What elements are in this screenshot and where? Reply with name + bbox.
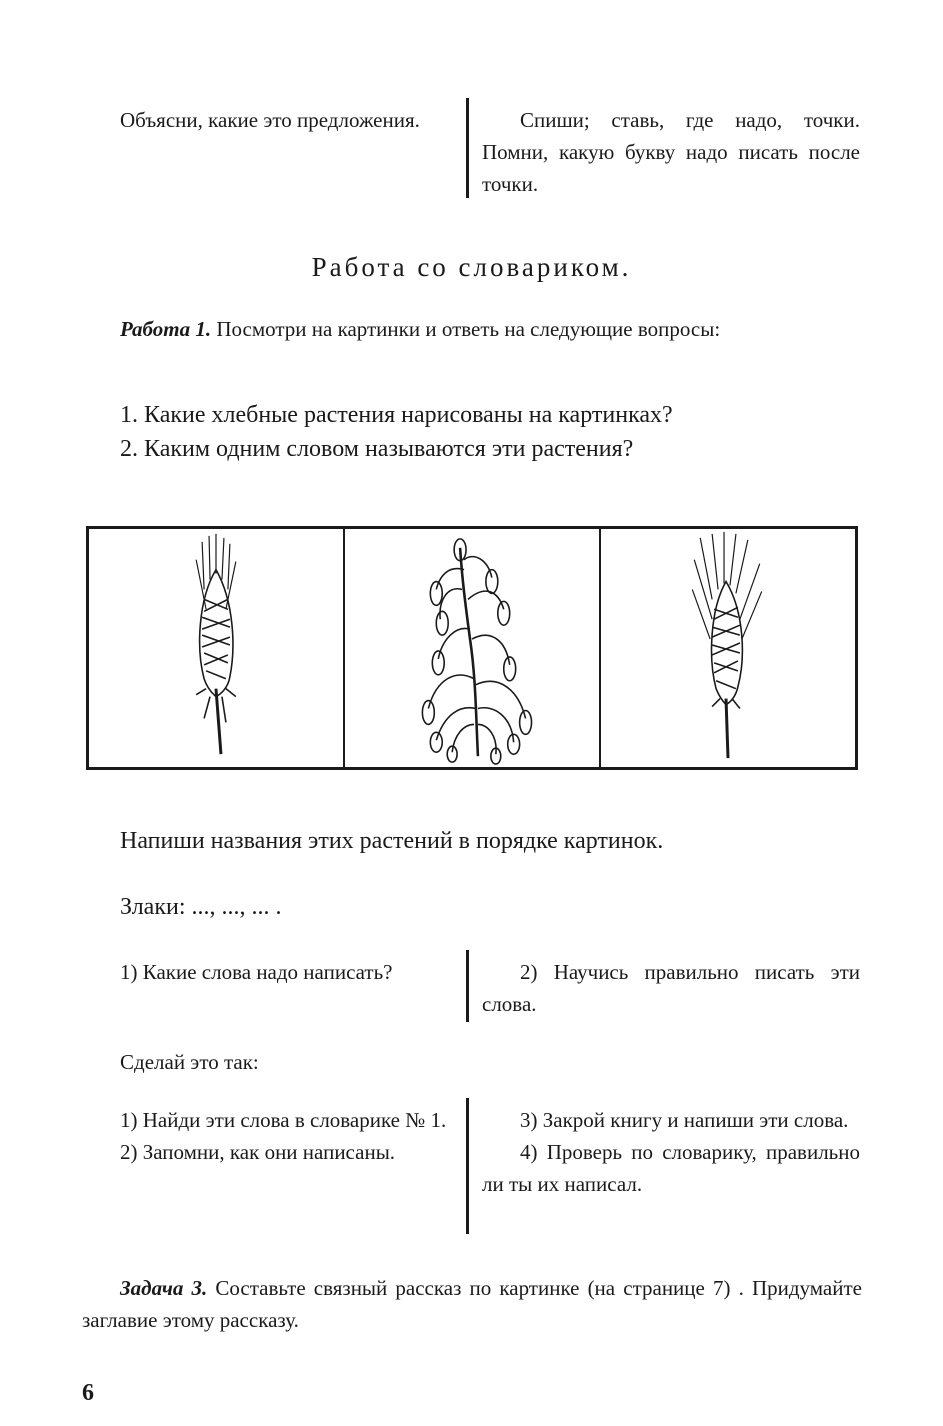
- block2-right-text: 2) Научись правильно писать эти слова.: [482, 960, 860, 1016]
- block2: [82, 956, 862, 1022]
- do-it-text: Сделай это так:: [120, 1050, 259, 1074]
- instruction-text: Напиши названия этих растений в порядке картинок.: [120, 828, 664, 854]
- top-right-column: [482, 104, 860, 200]
- block3-right-item-2: 4) Проверь по словарику, правильно ли ты их написал.: [482, 1140, 860, 1196]
- column-divider: [466, 98, 469, 198]
- picture-cell-1: [89, 529, 345, 767]
- block3-left-item-2: 2) Запомни, как они написаны.: [120, 1140, 396, 1164]
- task3-label: Задача 3.: [120, 1276, 208, 1300]
- block3: [82, 1104, 862, 1234]
- top-left-column: [82, 104, 457, 136]
- plant-pictures-table: [86, 526, 858, 770]
- task3-text: Составьте связный рассказ по картинке (на странице 7) . Придумайте заглавие этому рассказу.: [82, 1276, 862, 1332]
- cereals-line: Злаки: ..., ..., ... .: [120, 894, 282, 920]
- question-2: 2. Каким одним словом называются эти растения?: [120, 436, 634, 462]
- block2-left-text: 1) Какие слова надо написать?: [120, 960, 393, 984]
- work1-label: Работа 1.: [120, 317, 212, 341]
- work1-text: Посмотри на картинки и ответь на следующие вопросы:: [211, 317, 721, 341]
- block3-right-item-1: 3) Закрой книгу и напиши эти слова.: [520, 1108, 849, 1132]
- column-divider: [466, 1098, 469, 1234]
- task3-paragraph: [82, 1272, 862, 1336]
- top-two-column-block: [82, 104, 862, 200]
- barley-ear-icon: [601, 529, 855, 767]
- block3-left-item-1: 1) Найди эти слова в словарике № 1.: [120, 1108, 447, 1132]
- column-divider: [466, 950, 469, 1022]
- picture-cell-3: [601, 529, 855, 767]
- question-1: 1. Какие хлебные растения нарисованы на картинках?: [120, 402, 673, 428]
- block2-left-column: [82, 956, 457, 988]
- wheat-ear-icon: [89, 529, 343, 767]
- block2-right-column: [482, 956, 860, 1020]
- block3-left-column: [82, 1104, 457, 1168]
- work1-paragraph: [82, 313, 862, 345]
- block3-right-column: [482, 1104, 860, 1200]
- top-right-text: Спиши; ставь, где надо, точки. Помни, какую букву надо писать после точки.: [482, 108, 860, 196]
- page-number: 6: [82, 1380, 94, 1406]
- top-left-text: Объясни, какие это предложения.: [120, 108, 420, 132]
- picture-cell-2: [345, 529, 601, 767]
- section-title: Работа со словариком.: [311, 252, 632, 282]
- oat-plant-icon: [345, 529, 599, 767]
